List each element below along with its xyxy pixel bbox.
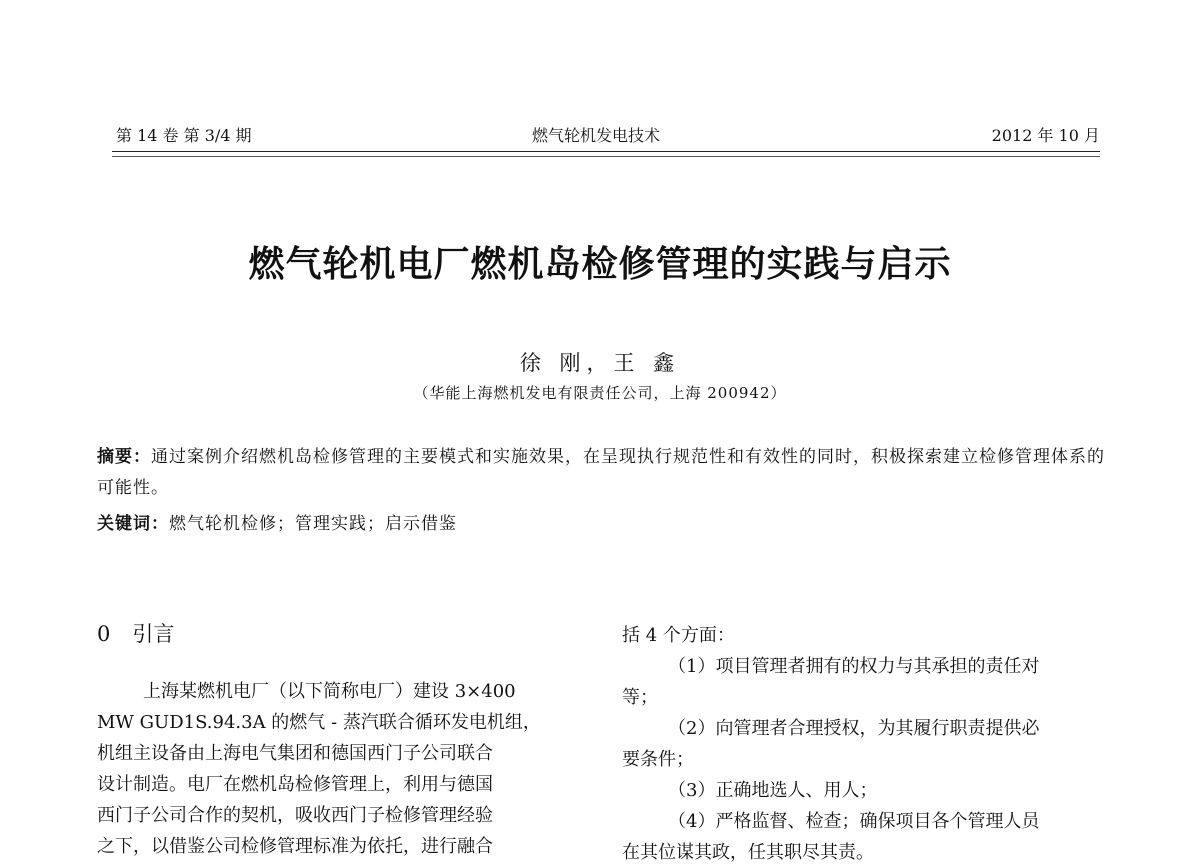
paragraph-line: 上海某燃机电厂（以下简称电厂）建设 3×400 bbox=[143, 681, 516, 702]
list-item: （3）正确地选人、用人； bbox=[668, 780, 878, 801]
right-column bbox=[622, 620, 1108, 868]
running-header bbox=[112, 120, 1100, 160]
paragraph-line: 西门子公司合作的契机，吸收西门子检修管理经验 bbox=[97, 805, 493, 826]
section-heading bbox=[97, 620, 587, 648]
list-item-continuation: 要条件； bbox=[622, 749, 694, 770]
affiliation: （华能上海燃机发电有限责任公司，上海 200942） bbox=[413, 384, 787, 402]
list-item: （2）向管理者合理授权，为其履行职责提供必 bbox=[668, 718, 1040, 739]
keywords-label: 关键词： bbox=[97, 514, 169, 534]
journal-name: 燃气轮机发电技术 bbox=[532, 126, 661, 145]
article-title: 燃气轮机电厂燃机岛检修管理的实践与启示 bbox=[248, 244, 952, 285]
list-item: （1）项目管理者拥有的权力与其承担的责任对 bbox=[668, 656, 1040, 677]
paragraph-line: 设计制造。电厂在燃机岛检修管理上，利用与德国 bbox=[97, 774, 493, 795]
header-rule-secondary bbox=[112, 156, 1100, 157]
publication-date: 2012 年 10 月 bbox=[991, 126, 1100, 145]
paragraph-line: 之下，以借鉴公司检修管理标准为依托，进行融合 bbox=[97, 836, 493, 857]
paragraph-line: 机组主设备由上海电气集团和德国西门子公司联合 bbox=[97, 743, 493, 764]
abstract-text: 通过案例介绍燃机岛检修管理的主要模式和实施效果，在呈现执行规范性和有效性的同时，积极探索建立检修管理体系的可能性。 bbox=[97, 447, 1105, 498]
section-number: 0 bbox=[97, 622, 111, 646]
header-rule bbox=[112, 151, 1100, 152]
section-title: 引言 bbox=[132, 622, 175, 646]
abstract-label: 摘要： bbox=[97, 447, 151, 467]
volume-issue: 第 14 卷 第 3/4 期 bbox=[116, 126, 252, 145]
left-column bbox=[97, 620, 587, 862]
authors: 徐 刚，王 鑫 bbox=[519, 351, 681, 375]
paragraph-line: 括 4 个方面： bbox=[622, 625, 735, 646]
keywords-text: 燃气轮机检修；管理实践；启示借鉴 bbox=[169, 514, 457, 534]
intro-paragraph bbox=[97, 676, 587, 862]
list-item-continuation: 在其位谋其政，任其职尽其责。 bbox=[622, 842, 874, 863]
list-item: （4）严格监督、检查；确保项目各个管理人员 bbox=[668, 811, 1040, 832]
list-item-continuation: 等； bbox=[622, 687, 658, 708]
paragraph-line: MW GUD1S.94.3A 的燃气 - 蒸汽联合循环发电机组， bbox=[97, 712, 541, 733]
keywords bbox=[97, 510, 1105, 538]
abstract bbox=[97, 442, 1105, 504]
